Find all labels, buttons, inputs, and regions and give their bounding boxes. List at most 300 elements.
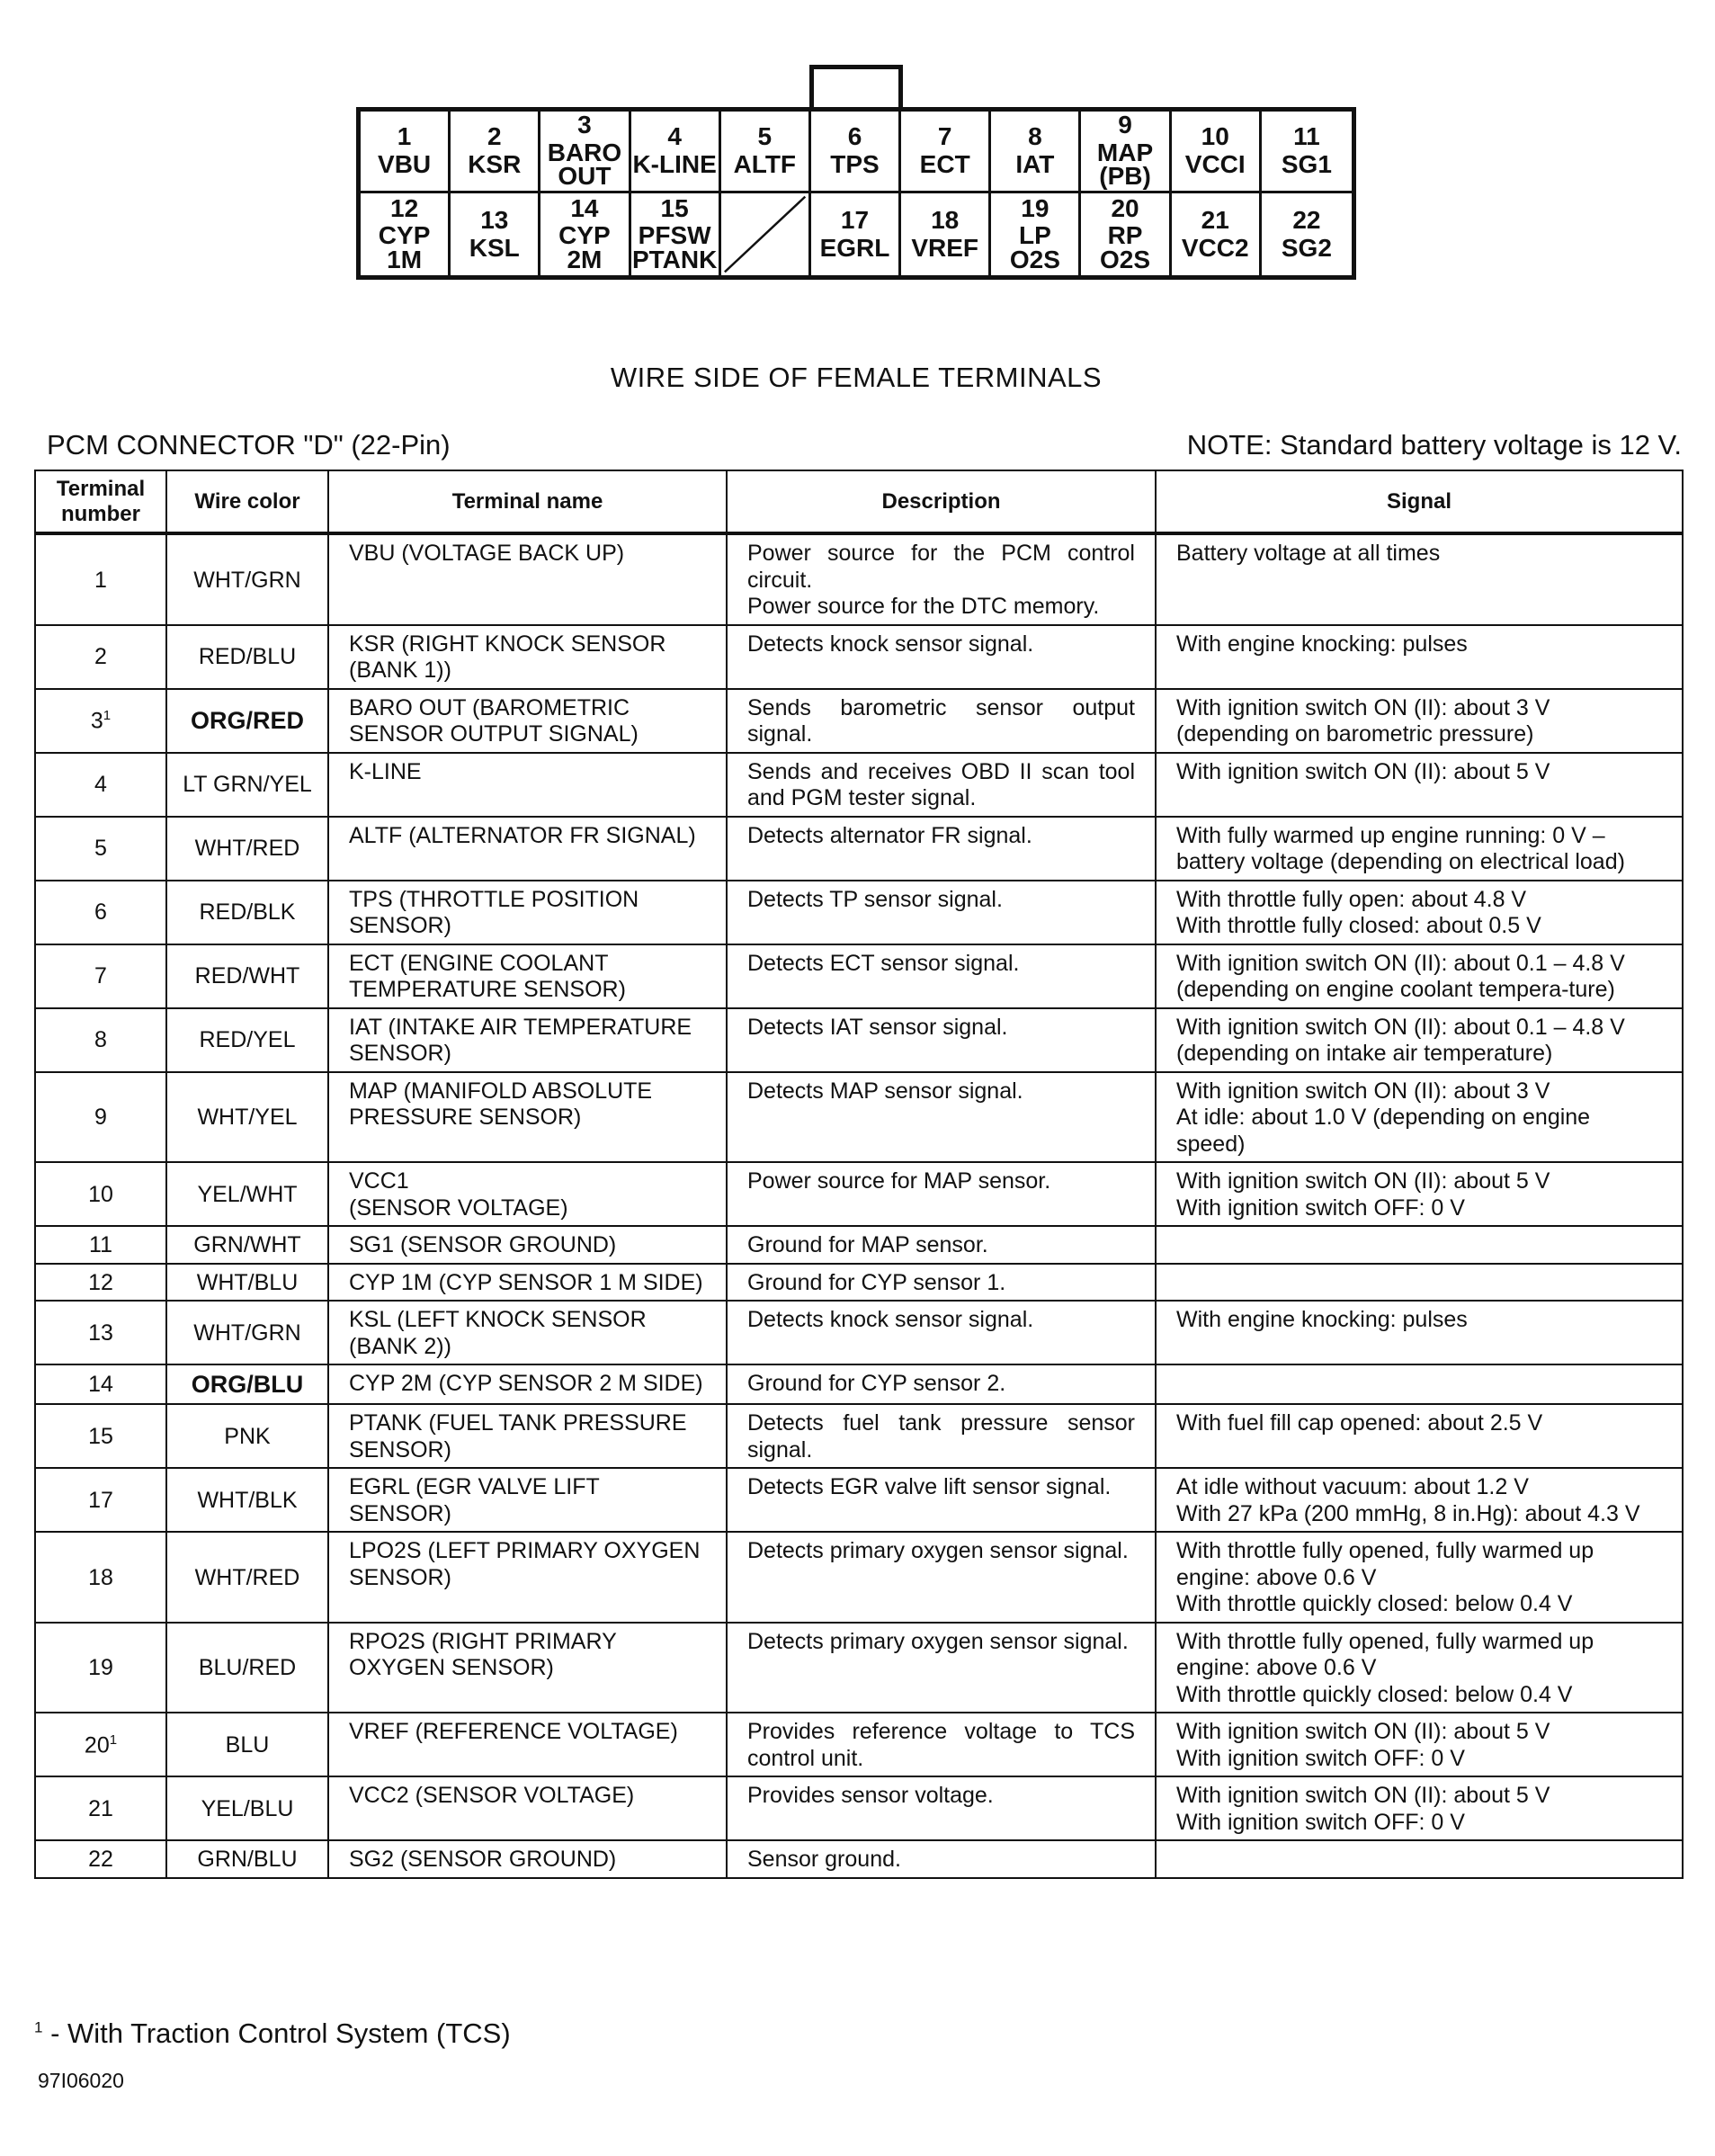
cell-description — [727, 1776, 1156, 1840]
cell-description — [727, 533, 1156, 625]
pin-number: 12 — [390, 193, 419, 222]
cell-terminal-number — [35, 689, 166, 753]
cell-wire-color: BLU/RED — [166, 1623, 328, 1713]
cell-description — [727, 1162, 1156, 1226]
cell-signal — [1156, 1404, 1683, 1468]
cell-description-text: Sends and receives OBD II scan tool and PGM tester signal. — [747, 758, 1135, 811]
cell-terminal-name-text: MAP (MANIFOLD ABSOLUTE PRESSURE SENSOR) — [349, 1078, 653, 1131]
pin-number: 8 — [1028, 122, 1042, 151]
cell-signal — [1156, 1226, 1683, 1264]
cell-terminal-number — [35, 881, 166, 944]
cell-description — [727, 689, 1156, 753]
connector-pin-grid — [356, 107, 1356, 280]
cell-signal — [1156, 1162, 1683, 1226]
cell-signal — [1156, 944, 1683, 1008]
pin-number: 14 — [570, 193, 599, 222]
connector-pin — [361, 193, 451, 275]
connector-pin — [1081, 193, 1171, 275]
tcs-footnote-mark: 1 — [103, 708, 112, 724]
header-terminal-number: Terminal number — [35, 470, 166, 533]
terminal-number: 11 — [89, 1232, 112, 1258]
terminal-number: 13 — [88, 1320, 113, 1346]
cell-signal — [1156, 689, 1683, 753]
table-row — [35, 1840, 1683, 1878]
pin-label: IAT — [1015, 150, 1055, 178]
cell-wire-color: WHT/YEL — [166, 1072, 328, 1163]
cell-description-text: Detects MAP sensor signal. — [747, 1078, 1023, 1104]
connector-pin — [1262, 193, 1352, 275]
cell-terminal-name — [328, 1264, 727, 1302]
cell-wire-color: BLU — [166, 1713, 328, 1776]
cell-terminal-name-text: KSR (RIGHT KNOCK SENSOR (BANK 1)) — [349, 631, 666, 684]
cell-description-text: Detects primary oxygen sensor signal. — [747, 1538, 1129, 1564]
cell-signal — [1156, 533, 1683, 625]
cell-description — [727, 753, 1156, 817]
cell-terminal-name — [328, 1226, 727, 1264]
cell-signal — [1156, 1468, 1683, 1532]
table-row — [35, 1162, 1683, 1226]
pin-number: 4 — [667, 122, 682, 151]
table-row — [35, 1264, 1683, 1302]
table-row — [35, 1404, 1683, 1468]
table-row — [35, 1364, 1683, 1404]
cell-description-text: Detects IAT sensor signal. — [747, 1014, 1008, 1040]
cell-signal-text: At idle: about 1.0 V (depending on engine speed) — [1176, 1105, 1591, 1157]
pin-label: SG2 — [1281, 233, 1332, 262]
connector-pin — [1172, 112, 1262, 193]
cell-signal-text: With ignition switch OFF: 0 V — [1176, 1809, 1465, 1835]
pin-label: KSL — [469, 233, 520, 262]
cell-signal — [1156, 1840, 1683, 1878]
connector-pin — [451, 193, 540, 275]
connector-pin-empty — [721, 193, 811, 275]
table-row — [35, 1072, 1683, 1163]
cell-signal-text: With ignition switch OFF: 0 V — [1176, 1194, 1465, 1221]
cell-terminal-number — [35, 1008, 166, 1072]
pin-number: 6 — [847, 122, 862, 151]
table-row — [35, 944, 1683, 1008]
cell-signal — [1156, 881, 1683, 944]
cell-description-text: Provides sensor voltage. — [747, 1783, 994, 1809]
cell-wire-color: RED/WHT — [166, 944, 328, 1008]
terminal-number: 17 — [88, 1487, 113, 1513]
pin-label: CYP 1M — [378, 221, 431, 273]
connector-pin — [631, 193, 721, 275]
cell-description-text: Sensor ground. — [747, 1847, 901, 1873]
cell-signal-text: With 27 kPa (200 mmHg, 8 in.Hg): about 4.3 V — [1176, 1500, 1640, 1526]
table-row — [35, 1301, 1683, 1364]
cell-wire-color: LT GRN/YEL — [166, 753, 328, 817]
connector-pin — [361, 112, 451, 193]
pin-label: EGRL — [819, 233, 890, 262]
table-title: PCM CONNECTOR "D" (22-Pin) — [47, 429, 451, 461]
cell-terminal-name-text: PTANK (FUEL TANK PRESSURE SENSOR) — [349, 1410, 687, 1463]
cell-terminal-name-text: (SENSOR VOLTAGE) — [349, 1194, 568, 1221]
pcm-connector-table — [34, 470, 1684, 1879]
connector-diagram — [356, 65, 1356, 393]
cell-terminal-name-text: CYP 2M (CYP SENSOR 2 M SIDE) — [349, 1371, 703, 1397]
cell-terminal-name-text: VCC2 (SENSOR VOLTAGE) — [349, 1783, 635, 1809]
pin-number: 10 — [1201, 122, 1229, 151]
connector-pin — [721, 112, 811, 193]
terminal-number: 21 — [88, 1795, 113, 1821]
pin-number: 11 — [1293, 122, 1320, 151]
cell-terminal-name-text: VREF (REFERENCE VOLTAGE) — [349, 1719, 678, 1745]
cell-wire-color: RED/BLU — [166, 625, 328, 689]
cell-terminal-name-text: VCC1 — [349, 1168, 409, 1194]
cell-terminal-number — [35, 817, 166, 881]
terminal-number: 4 — [94, 772, 107, 798]
cell-terminal-number — [35, 1162, 166, 1226]
cell-terminal-name — [328, 1468, 727, 1532]
connector-pin — [1172, 193, 1262, 275]
cell-description — [727, 1264, 1156, 1302]
cell-description — [727, 1072, 1156, 1163]
cell-description-text: Detects knock sensor signal. — [747, 631, 1034, 657]
cell-signal-text: With ignition switch ON (II): about 5 V — [1176, 1783, 1550, 1809]
pin-number: 20 — [1111, 193, 1139, 222]
cell-terminal-name — [328, 881, 727, 944]
pin-number: 19 — [1021, 193, 1050, 222]
pin-label: MAP (PB) — [1096, 138, 1154, 191]
cell-description — [727, 625, 1156, 689]
cell-terminal-name — [328, 1623, 727, 1713]
cell-signal-text: With fully warmed up engine running: 0 V – battery voltage (depending on electrical load) — [1176, 822, 1625, 875]
cell-description — [727, 817, 1156, 881]
cell-terminal-name-text: BARO OUT (BAROMETRIC SENSOR OUTPUT SIGNAL) — [349, 694, 639, 747]
cell-terminal-name — [328, 625, 727, 689]
cell-terminal-name-text: CYP 1M (CYP SENSOR 1 M SIDE) — [349, 1269, 703, 1295]
pin-label: PFSW PTANK — [631, 221, 718, 273]
connector-pin — [1262, 112, 1352, 193]
cell-signal — [1156, 1623, 1683, 1713]
terminal-number: 2 — [94, 644, 107, 670]
cell-signal-text: With ignition switch OFF: 0 V — [1176, 1745, 1465, 1771]
cell-signal-text: With ignition switch ON (II): about 0.1 – 4.8 V (depending on engine coolant tempera-ture) — [1176, 950, 1625, 1003]
cell-signal-text: Battery voltage at all times — [1176, 541, 1441, 567]
cell-signal — [1156, 1776, 1683, 1840]
cell-terminal-name-text: RPO2S (RIGHT PRIMARY OXYGEN SENSOR) — [349, 1628, 617, 1681]
terminal-number: 14 — [88, 1372, 113, 1398]
cell-description-text: Ground for MAP sensor. — [747, 1232, 988, 1258]
cell-description — [727, 1008, 1156, 1072]
connector-pin — [1081, 112, 1171, 193]
cell-terminal-name-text: IAT (INTAKE AIR TEMPERATURE SENSOR) — [349, 1014, 692, 1067]
table-row — [35, 1713, 1683, 1776]
pin-label: ECT — [919, 150, 970, 178]
terminal-number: 22 — [88, 1847, 113, 1873]
cell-description — [727, 1301, 1156, 1364]
cell-description — [727, 1532, 1156, 1623]
cell-description — [727, 1468, 1156, 1532]
cell-description — [727, 1226, 1156, 1264]
connector-pin — [901, 193, 991, 275]
pin-label: BARO OUT — [547, 138, 622, 191]
cell-terminal-name — [328, 753, 727, 817]
table-row — [35, 881, 1683, 944]
pin-number: 2 — [487, 122, 502, 151]
table-row — [35, 1226, 1683, 1264]
header-wire-color: Wire color — [166, 470, 328, 533]
cell-wire-color: WHT/BLU — [166, 1264, 328, 1302]
cell-wire-color: WHT/BLK — [166, 1468, 328, 1532]
tcs-footnote-mark: 1 — [109, 1731, 118, 1748]
cell-signal-text: At idle without vacuum: about 1.2 V — [1176, 1474, 1529, 1500]
table-row — [35, 1008, 1683, 1072]
cell-signal — [1156, 1264, 1683, 1302]
cell-description — [727, 1364, 1156, 1404]
connector-pin — [631, 112, 721, 193]
cell-terminal-number — [35, 1264, 166, 1302]
cell-description-text: Detects TP sensor signal. — [747, 886, 1003, 912]
cell-description-text: Detects EGR valve lift sensor signal. — [747, 1474, 1112, 1500]
pin-label: LP O2S — [1009, 221, 1060, 273]
cell-wire-color: GRN/WHT — [166, 1226, 328, 1264]
cell-description — [727, 881, 1156, 944]
table-row — [35, 625, 1683, 689]
connector-pin — [540, 193, 630, 275]
cell-description — [727, 1623, 1156, 1713]
terminal-number: 5 — [94, 836, 107, 862]
terminal-number: 12 — [88, 1269, 113, 1295]
terminal-number: 7 — [94, 963, 107, 989]
cell-terminal-name — [328, 1162, 727, 1226]
cell-signal-text: With ignition switch ON (II): about 0.1 – 4.8 V (depending on intake air temperature) — [1176, 1014, 1625, 1067]
pin-number: 3 — [577, 112, 592, 139]
header-terminal-name: Terminal name — [328, 470, 727, 533]
cell-terminal-name-text: K-LINE — [349, 758, 422, 784]
cell-terminal-name — [328, 1008, 727, 1072]
table-row — [35, 753, 1683, 817]
terminal-number: 9 — [94, 1105, 107, 1131]
table-row — [35, 1623, 1683, 1713]
cell-terminal-number — [35, 1301, 166, 1364]
terminal-number: 8 — [94, 1027, 107, 1053]
cell-signal-text: With ignition switch ON (II): about 5 V — [1176, 1168, 1550, 1194]
cell-terminal-number — [35, 1226, 166, 1264]
cell-description-text: Detects knock sensor signal. — [747, 1307, 1034, 1333]
document-id: 97I06020 — [38, 2069, 124, 2092]
cell-signal-text: With throttle fully open: about 4.8 V — [1176, 886, 1527, 912]
connector-pin — [991, 112, 1081, 193]
cell-description — [727, 1404, 1156, 1468]
cell-signal-text: With engine knocking: pulses — [1176, 631, 1468, 657]
cell-terminal-name — [328, 533, 727, 625]
cell-terminal-name-text: ALTF (ALTERNATOR FR SIGNAL) — [349, 822, 696, 848]
cell-terminal-name — [328, 1072, 727, 1163]
cell-terminal-number — [35, 1713, 166, 1776]
cell-signal-text: With ignition switch ON (II): about 5 V — [1176, 1719, 1550, 1745]
pin-label: RP O2S — [1100, 221, 1151, 273]
cell-terminal-name — [328, 1713, 727, 1776]
cell-terminal-number — [35, 944, 166, 1008]
cell-description-text: Ground for CYP sensor 1. — [747, 1269, 1006, 1295]
cell-terminal-number — [35, 1776, 166, 1840]
pin-number: 15 — [660, 193, 689, 222]
cell-terminal-name — [328, 944, 727, 1008]
terminal-number: 20 — [84, 1731, 110, 1758]
table-row — [35, 533, 1683, 625]
cell-wire-color: RED/YEL — [166, 1008, 328, 1072]
cell-signal — [1156, 817, 1683, 881]
cell-description-text: Sends barometric sensor output signal. — [747, 694, 1135, 747]
connector-pin — [451, 112, 540, 193]
cell-wire-color: WHT/RED — [166, 1532, 328, 1623]
cell-terminal-name-text: SG1 (SENSOR GROUND) — [349, 1232, 617, 1258]
connector-key-tab — [809, 65, 903, 112]
cell-terminal-number — [35, 1404, 166, 1468]
cell-description — [727, 1840, 1156, 1878]
connector-pin — [811, 112, 901, 193]
cell-description-text: Detects alternator FR signal. — [747, 822, 1032, 848]
table-header-row — [35, 470, 1683, 533]
pin-label: K-LINE — [632, 150, 717, 178]
pin-label: SG1 — [1281, 150, 1332, 178]
pin-number: 13 — [480, 205, 509, 234]
cell-description-text: Power source for the DTC memory. — [747, 594, 1100, 620]
table-row — [35, 817, 1683, 881]
cell-signal-text: With throttle fully opened, fully warmed up engine: above 0.6 V — [1176, 1538, 1594, 1590]
cell-terminal-name — [328, 817, 727, 881]
pin-number: 21 — [1201, 205, 1229, 234]
cell-description — [727, 944, 1156, 1008]
pin-label: VREF — [911, 233, 979, 262]
header-signal: Signal — [1156, 470, 1683, 533]
pin-label: VBU — [378, 150, 432, 178]
pin-label: CYP 2M — [558, 221, 611, 273]
battery-voltage-note: NOTE: Standard battery voltage is 12 V. — [1186, 429, 1682, 461]
cell-description-text: Provides reference voltage to TCS control unit. — [747, 1719, 1135, 1771]
empty-slot-slash-icon — [721, 193, 808, 275]
cell-wire-color: ORG/BLU — [166, 1364, 328, 1404]
terminal-number: 6 — [94, 899, 107, 926]
pin-number: 1 — [397, 122, 412, 151]
cell-signal — [1156, 625, 1683, 689]
cell-terminal-number — [35, 1840, 166, 1878]
cell-signal-text: With ignition switch ON (II): about 3 V — [1176, 1078, 1550, 1104]
terminal-number: 19 — [88, 1655, 113, 1681]
cell-signal — [1156, 1072, 1683, 1163]
cell-terminal-name — [328, 1364, 727, 1404]
pin-label: VCCI — [1184, 150, 1246, 178]
cell-description-text: Ground for CYP sensor 2. — [747, 1371, 1006, 1397]
table-row — [35, 1776, 1683, 1840]
cell-terminal-name — [328, 1840, 727, 1878]
cell-signal — [1156, 1008, 1683, 1072]
connector-caption: WIRE SIDE OF FEMALE TERMINALS — [610, 362, 1103, 393]
pin-number: 7 — [937, 122, 952, 151]
pin-label: VCC2 — [1181, 233, 1249, 262]
terminal-number: 1 — [94, 567, 107, 593]
connector-pin — [811, 193, 901, 275]
table-row — [35, 689, 1683, 753]
cell-wire-color: GRN/BLU — [166, 1840, 328, 1878]
cell-wire-color: ORG/RED — [166, 689, 328, 753]
cell-terminal-number — [35, 1623, 166, 1713]
cell-terminal-name-text: TPS (THROTTLE POSITION SENSOR) — [349, 886, 639, 939]
cell-terminal-number — [35, 625, 166, 689]
connector-pin — [901, 112, 991, 193]
cell-terminal-number — [35, 1364, 166, 1404]
cell-terminal-name — [328, 1776, 727, 1840]
cell-wire-color: RED/BLK — [166, 881, 328, 944]
cell-terminal-number — [35, 1072, 166, 1163]
cell-terminal-name-text: EGRL (EGR VALVE LIFT SENSOR) — [349, 1474, 600, 1526]
connector-pin — [540, 112, 630, 193]
cell-terminal-name — [328, 1404, 727, 1468]
pin-number: 17 — [840, 205, 870, 234]
cell-wire-color: WHT/RED — [166, 817, 328, 881]
cell-signal-text: With fuel fill cap opened: about 2.5 V — [1176, 1410, 1543, 1436]
table-row — [35, 1532, 1683, 1623]
cell-signal-text: With throttle quickly closed: below 0.4 V — [1176, 1681, 1573, 1707]
footnote — [34, 2017, 511, 2050]
footnote-text: - With Traction Control System (TCS) — [42, 2017, 511, 2049]
cell-terminal-number — [35, 533, 166, 625]
pin-label: ALTF — [733, 150, 797, 178]
cell-wire-color: PNK — [166, 1404, 328, 1468]
cell-signal-text: With throttle fully closed: about 0.5 V — [1176, 913, 1541, 939]
table-row — [35, 1468, 1683, 1532]
cell-terminal-name — [328, 689, 727, 753]
cell-signal-text: With throttle fully opened, fully warmed up engine: above 0.6 V — [1176, 1628, 1594, 1681]
cell-description-text: Power source for MAP sensor. — [747, 1168, 1051, 1194]
terminal-number: 18 — [88, 1564, 113, 1590]
cell-signal — [1156, 1364, 1683, 1404]
cell-signal — [1156, 1301, 1683, 1364]
cell-signal-text: With ignition switch ON (II): about 5 V — [1176, 758, 1550, 784]
cell-wire-color: YEL/BLU — [166, 1776, 328, 1840]
cell-description — [727, 1713, 1156, 1776]
cell-terminal-name — [328, 1301, 727, 1364]
cell-wire-color: WHT/GRN — [166, 1301, 328, 1364]
cell-wire-color: WHT/GRN — [166, 533, 328, 625]
cell-terminal-number — [35, 1532, 166, 1623]
header-description: Description — [727, 470, 1156, 533]
cell-terminal-name-text: LPO2S (LEFT PRIMARY OXYGEN SENSOR) — [349, 1538, 701, 1590]
cell-signal — [1156, 1713, 1683, 1776]
cell-terminal-name-text: VBU (VOLTAGE BACK UP) — [349, 541, 625, 567]
cell-signal-text: With throttle quickly closed: below 0.4 V — [1176, 1591, 1573, 1617]
terminal-number: 15 — [88, 1423, 113, 1449]
cell-terminal-name-text: ECT (ENGINE COOLANT TEMPERATURE SENSOR) — [349, 950, 626, 1003]
cell-description-text: Power source for the PCM control circuit. — [747, 541, 1135, 593]
cell-terminal-number — [35, 1468, 166, 1532]
cell-wire-color: YEL/WHT — [166, 1162, 328, 1226]
footnote-mark: 1 — [34, 2018, 43, 2036]
cell-signal — [1156, 753, 1683, 817]
pin-number: 18 — [931, 205, 960, 234]
terminal-number: 10 — [88, 1181, 113, 1207]
pin-number: 5 — [757, 122, 773, 151]
cell-description-text: Detects ECT sensor signal. — [747, 950, 1020, 976]
cell-terminal-number — [35, 753, 166, 817]
terminal-number: 3 — [90, 708, 103, 734]
cell-terminal-name-text: SG2 (SENSOR GROUND) — [349, 1847, 617, 1873]
pin-number: 9 — [1118, 112, 1132, 139]
cell-signal — [1156, 1532, 1683, 1623]
pin-number: 22 — [1292, 205, 1321, 234]
cell-description-text: Detects primary oxygen sensor signal. — [747, 1628, 1129, 1654]
cell-signal-text: With engine knocking: pulses — [1176, 1307, 1468, 1333]
cell-terminal-name-text: KSL (LEFT KNOCK SENSOR (BANK 2)) — [349, 1307, 647, 1359]
pin-label: KSR — [468, 150, 522, 178]
cell-signal-text: With ignition switch ON (II): about 3 V (depending on barometric pressure) — [1176, 694, 1550, 747]
connector-pin — [991, 193, 1081, 275]
cell-terminal-name — [328, 1532, 727, 1623]
cell-description-text: Detects fuel tank pressure sensor signal. — [747, 1410, 1135, 1463]
pin-label: TPS — [830, 150, 880, 178]
